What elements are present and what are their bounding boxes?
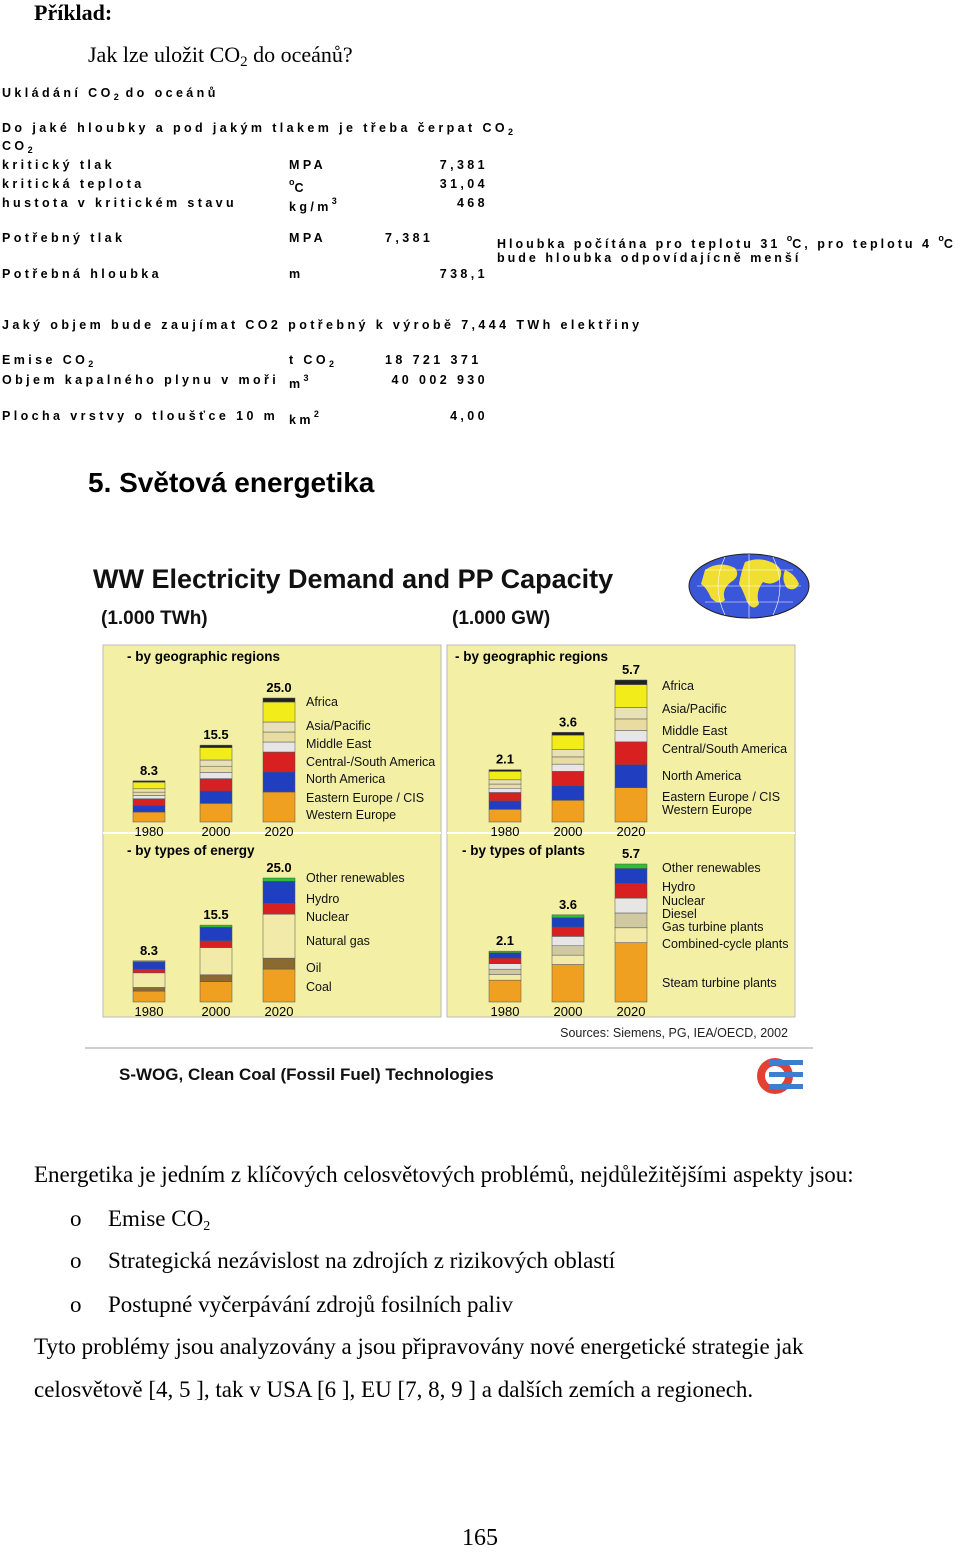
unit-right: (1.000 GW) [452,608,551,629]
sworg-logo-icon [757,1058,803,1094]
required-pressure-value: 7,381 [385,231,434,245]
emission-unit: t $CO_2$ [289,353,335,369]
panel-title-capacity-regions: - by geographic regions [455,649,609,664]
year-label: 2020 [616,824,646,839]
bar-segment [552,732,584,735]
critical-density-label: hustota v kritickém stavu [2,196,238,210]
question-line: Jak lze uložit CO2 do oceánů? [88,42,353,70]
panel-title-capacity-plants: - by types of plants [462,843,586,858]
legend-other-renewables-cap: Other renewables [662,861,761,875]
required-depth-unit: m [289,267,304,281]
bar-value-label: 5.7 [621,846,641,861]
bar-segment [200,760,232,766]
bar-segment [552,764,584,771]
bar-segment [263,732,295,742]
figure-sources: Sources: Siemens, PG, IEA/OECD, 2002 [560,1026,788,1040]
bar-segment [489,975,521,980]
bar-segment [263,958,295,969]
bar-segment [200,766,232,772]
bar-value-label: 15.5 [203,727,229,743]
year-label: 2000 [201,1004,231,1019]
bar-value-label: 25.0 [266,860,292,875]
critical-temp-unit: $^o$C [289,177,307,195]
paragraph-strategies-line1: Tyto problémy jsou analyzovány a jsou připravovány nové energetické strategie jak [34,1334,804,1359]
bar-value-label: 3.6 [558,896,578,912]
year-label: 2020 [616,1004,646,1019]
bar-segment [552,757,584,764]
question-depth-pressure: Do jaké hloubky a pod jakým tlakem je třeba čerpat $CO_2$ [2,121,514,137]
critical-density-value: 468 [456,196,488,210]
year-label: 2020 [264,1004,294,1019]
bar-segment [552,800,584,822]
bar-segment [133,792,165,795]
bar-segment [552,955,584,964]
bar-segment [615,680,647,685]
legend-gas-turbine-cap: Gas turbine plants [662,920,764,934]
bar-value-label: 2.1 [495,751,515,767]
bar-segment [489,780,521,784]
required-pressure-label: Potřebný tlak [2,231,126,245]
bar-segment [489,771,521,779]
bar-segment [263,969,295,1002]
area-unit: $km^2$ [289,409,319,427]
year-label: 2000 [201,824,231,839]
bar-segment [200,779,232,791]
bar-segment [263,792,295,822]
legend-hydro: Hydro [306,892,340,906]
area-label: Plocha vrstvy o tloušťce 10 m [2,409,279,423]
question-volume: Jaký objem bude zaujímat CO2 potřebný k výrobě 7,444 TWh elektřiny [2,318,643,332]
paragraph-strategies-line2: celosvětově [4, 5 ], tak v USA [6 ], EU [7, 8, 9 ] a dalších zemích a regionech. [34,1377,754,1402]
bar-segment [200,772,232,778]
bar-segment [489,784,521,788]
legend-oil: Oil [306,961,322,975]
legend-middle-east: Middle East [306,737,372,751]
bar-segment [552,936,584,945]
legend-other-renewables: Other renewables [306,871,405,885]
emission-label: Emise $CO_2$ [2,353,94,369]
volume-value: 40 002 930 [391,373,488,387]
year-label: 2020 [264,824,294,839]
legend-central-south-america-cap: Central/South America [662,742,788,756]
emission-value: 18 721 371 [385,353,482,367]
legend-western-europe-cap: Western Europe [662,803,753,817]
legend-coal: Coal [306,980,332,994]
bar-segment [552,927,584,936]
bar-segment [133,795,165,798]
legend-natural-gas: Natural gas [306,934,370,948]
bar-segment [615,788,647,822]
bar-segment [489,792,521,800]
bar-segment [263,752,295,772]
bar-value-label: 15.5 [203,907,229,923]
bar-segment [200,803,232,822]
bullet-marker: o [70,1206,82,1231]
bar-segment [200,948,232,975]
globe-icon [689,554,809,618]
bar-segment [200,982,232,1002]
bar-segment [489,969,521,974]
bar-segment [133,805,165,812]
bar-segment [552,946,584,955]
legend-hydro-cap: Hydro [662,880,696,894]
required-depth-value: 738,1 [439,267,488,281]
year-label: 2000 [553,1004,583,1019]
page-number: 165 [462,1525,498,1551]
legend-eastern-europe-cap: Eastern Europe / CIS [662,790,781,804]
critical-density-unit: $kg/m^3$ [289,196,337,214]
bar-value-label: 3.6 [558,714,578,730]
bar-segment [552,915,584,918]
legend-africa: Africa [306,695,338,709]
bar-segment [263,903,295,914]
year-label: 1980 [134,824,164,839]
bar-segment [489,953,521,958]
bullet-strategic-independence: Strategická nezávislost na zdrojích z rizikových oblastí [108,1248,616,1273]
legend-asia-pacific: Asia/Pacific [306,719,371,733]
bar-segment [489,809,521,822]
panel-title-demand-regions: - by geographic regions [127,649,281,664]
electricity-figure [85,548,813,1098]
paragraph-intro: Energetika je jedním z klíčových celosvětových problémů, nejdůležitějšími aspekty jsou: [34,1162,854,1187]
legend-central-south-america: Central-/South America [306,755,436,769]
critical-pressure-label: kritický tlak [2,158,115,172]
bullet-fossil-depletion: Postupné vyčerpávání zdrojů fosilních paliv [108,1292,513,1317]
legend-africa-cap: Africa [662,679,694,693]
bar-segment [263,772,295,792]
bar-value-label: 25.0 [266,680,292,695]
bullet-marker: o [70,1292,82,1317]
bar-segment [133,789,165,792]
bar-segment [200,925,232,927]
legend-nuclear: Nuclear [306,910,350,924]
bar-segment [133,961,165,962]
bar-segment [552,786,584,800]
bar-segment [263,881,295,903]
bar-segment [615,913,647,928]
bar-segment [489,801,521,809]
bar-value-label: 8.3 [139,762,159,778]
legend-asia-pacific-cap: Asia/Pacific [662,702,727,716]
co2-label: $CO_2$ [2,139,33,155]
bar-segment [615,719,647,730]
year-label: 1980 [490,1004,520,1019]
bar-segment [615,864,647,868]
panel-title-demand-energy: - by types of energy [127,843,255,858]
bar-segment [489,788,521,792]
bar-segment [133,987,165,991]
bar-segment [263,742,295,752]
legend-combined-cycle-cap: Combined-cycle plants [662,937,789,951]
bar-segment [133,991,165,1002]
bar-segment [615,742,647,765]
bar-segment [200,745,232,747]
bar-segment [200,927,232,941]
depth-note-line1: Hloubka počítána pro teplotu 31 $^o$C, pro teplotu 4 $^o$C [497,233,956,251]
bar-segment [552,965,584,1002]
area-value: 4,00 [450,409,488,423]
bar-segment [133,781,165,782]
critical-temp-label: kritická teplota [2,177,145,191]
volume-unit: $m^3$ [289,373,309,391]
bar-segment [489,980,521,1002]
example-heading: Příklad: [34,0,113,25]
bar-value-label: 2.1 [495,933,515,949]
bar-segment [263,878,295,881]
section-title: 5. Světová energetika [88,467,375,498]
critical-temp-value: 31,04 [439,177,488,191]
bar-segment [263,722,295,732]
legend-steam-turbine-cap: Steam turbine plants [662,976,777,990]
bar-segment [552,771,584,785]
bar-segment [489,770,521,772]
year-label: 2000 [553,824,583,839]
bar-segment [615,685,647,708]
bar-segment [615,943,647,1002]
bar-segment [133,812,165,822]
bar-segment [200,975,232,982]
bar-segment [200,748,232,760]
legend-western-europe: Western Europe [306,808,397,822]
legend-north-america: North America [306,772,386,786]
legend-diesel-cap: Diesel [662,907,697,921]
bar-value-label: 5.7 [621,662,641,677]
legend-eastern-europe: Eastern Europe / CIS [306,791,425,805]
required-pressure-unit: MPA [289,231,327,245]
year-label: 1980 [490,824,520,839]
bar-segment [263,702,295,722]
bar-segment [615,707,647,718]
bar-segment [200,941,232,948]
critical-pressure-value: 7,381 [439,158,488,172]
bar-segment [615,868,647,883]
legend-north-america-cap: North America [662,769,742,783]
table-title: Ukládání $CO_2$ do oceánů [2,86,219,102]
required-depth-label: Potřebná hloubka [2,267,162,281]
bullet-marker: o [70,1248,82,1273]
bar-segment [615,883,647,898]
bullet-emissions: Emise CO2 [108,1206,211,1234]
bar-segment [552,918,584,927]
bar-segment [263,914,295,958]
depth-note-line2: bude hloubka odpovídajícně menší [497,251,802,265]
bar-segment [133,969,165,973]
unit-left: (1.000 TWh) [101,608,208,629]
bar-segment [552,750,584,757]
bar-value-label: 8.3 [139,942,159,958]
critical-pressure-unit: MPA [289,158,327,172]
bar-segment [200,791,232,803]
bar-segment [489,958,521,963]
legend-nuclear-cap: Nuclear [662,894,706,908]
year-label: 1980 [134,1004,164,1019]
bar-segment [552,735,584,749]
bar-segment [615,928,647,943]
figure-footer: S-WOG, Clean Coal (Fossil Fuel) Technologies [119,1065,494,1084]
volume-label: Objem kapalného plynu v moři [2,373,280,387]
figure-title: WW Electricity Demand and PP Capacity [93,564,614,594]
legend-middle-east-cap: Middle East [662,724,728,738]
bar-segment [615,730,647,741]
bar-segment [263,698,295,702]
bar-segment [133,782,165,789]
bar-segment [489,964,521,969]
bar-segment [133,799,165,806]
bar-segment [489,951,521,953]
bar-segment [615,898,647,913]
bar-segment [615,765,647,788]
bar-segment [133,962,165,969]
bar-segment [133,973,165,988]
